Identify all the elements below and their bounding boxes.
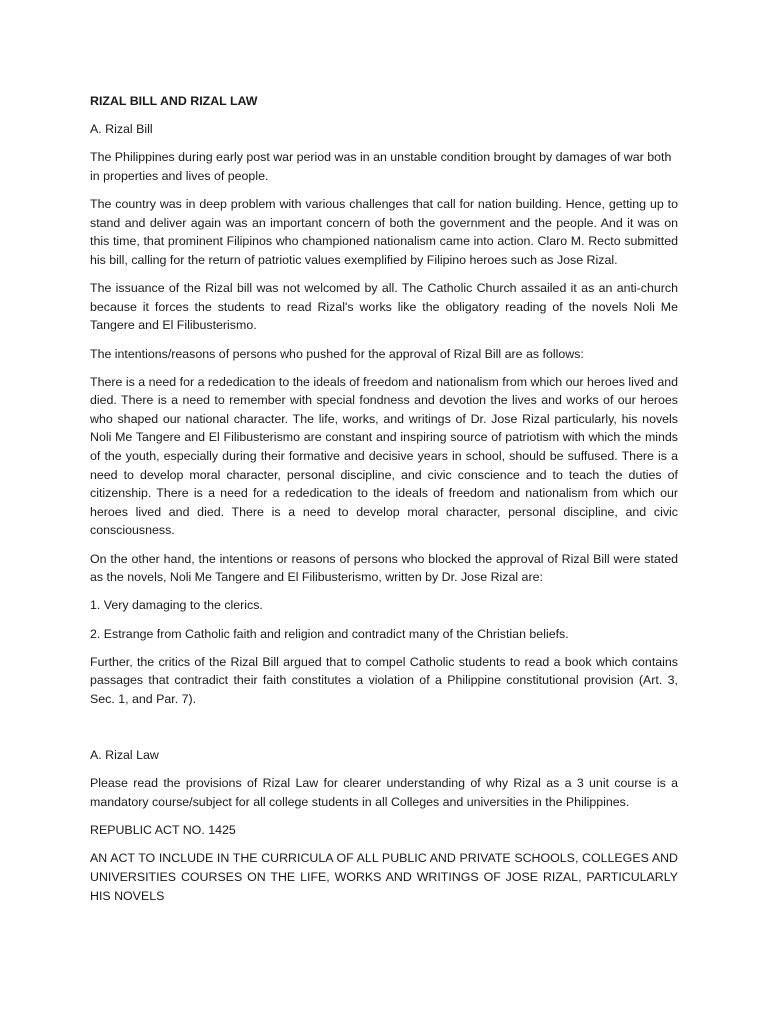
document-title: RIZAL BILL AND RIZAL LAW <box>90 94 258 108</box>
paragraph-opposition-intro: On the other hand, the intentions or reasons of persons who blocked the approval of Rizal Bill were stated as the novels, Noli Me Tangere and El Filibusterismo, written by Dr. Jose Rizal are: <box>90 551 678 585</box>
list-item-2: 2. Estrange from Catholic faith and religion and contradict many of the Christian beliefs. <box>90 626 569 641</box>
paragraph-intentions-intro: The intentions/reasons of persons who pushed for the approval of Rizal Bill are as follows: <box>90 346 584 361</box>
act-title: AN ACT TO INCLUDE IN THE CURRICULA OF ALL PUBLIC AND PRIVATE SCHOOLS, COLLEGES AND UNIVERSITIES COURSES ON THE LIFE, WORKS AND WRITINGS OF JOSE RIZAL, PARTICULARLY HIS NOVELS <box>90 851 678 903</box>
paragraph-critics: Further, the critics of the Rizal Bill argued that to compel Catholic students to read a book which contains passages that contradict their faith constitutes a violation of a Philippine constitutional provision (Art. 3, Sec. 1, and Par. 7). <box>90 654 678 706</box>
document-page <box>90 92 678 915</box>
paragraph-nation-building: The country was in deep problem with various challenges that call for nation building. Hence, getting up to stand and deliver again was an important concern of both the government and the people. And it was on this time, that prominent Filipinos who championed nationalism came into action. Claro M. Recto submitted his bill, calling for the return of patriotic values exemplified by Filipino heroes such as Jose Rizal. <box>90 197 678 267</box>
section-spacer <box>90 718 678 746</box>
section-heading-rizal-law: A. Rizal Law <box>90 748 159 763</box>
list-item-1: 1. Very damaging to the clerics. <box>90 598 263 613</box>
paragraph-provisions: Please read the provisions of Rizal Law for clearer understanding of why Rizal as a 3 unit course is a mandatory course/subject for all college students in all Colleges and universities in the Philippines. <box>90 776 678 809</box>
paragraph-post-war: The Philippines during early post war period was in an unstable condition brought by damages of war both in properties and lives of people. <box>90 150 672 183</box>
paragraph-church-opposition: The issuance of the Rizal bill was not welcomed by all. The Catholic Church assailed it as an anti-church because it forces the students to read Rizal's works like the obligatory reading of the novels Noli Me Tangere and El Filibusterismo. <box>90 281 678 333</box>
republic-act-number: REPUBLIC ACT NO. 1425 <box>90 823 236 838</box>
paragraph-intentions: There is a need for a rededication to the ideals of freedom and nationalism from which our heroes lived and died. There is a need to remember with special fondness and devotion the lives and works of our heroes who shaped our national character. The life, works, and writings of Dr. Jose Rizal particularly, his novels Noli Me Tangere and El Filibusterismo are constant and inspiring source of patriotism with which the minds of the youth, especially during their formative and decisive years in school, should be suffused. There is a need to develop moral character, personal discipline, and civic conscience and to teach the duties of citizenship. There is a need for a rededication to the ideals of freedom and nationalism from which our heroes lived and died. There is a need to develop moral character, personal discipline, and civic consciousness. <box>90 374 678 538</box>
section-heading-rizal-bill: A. Rizal Bill <box>90 122 153 137</box>
